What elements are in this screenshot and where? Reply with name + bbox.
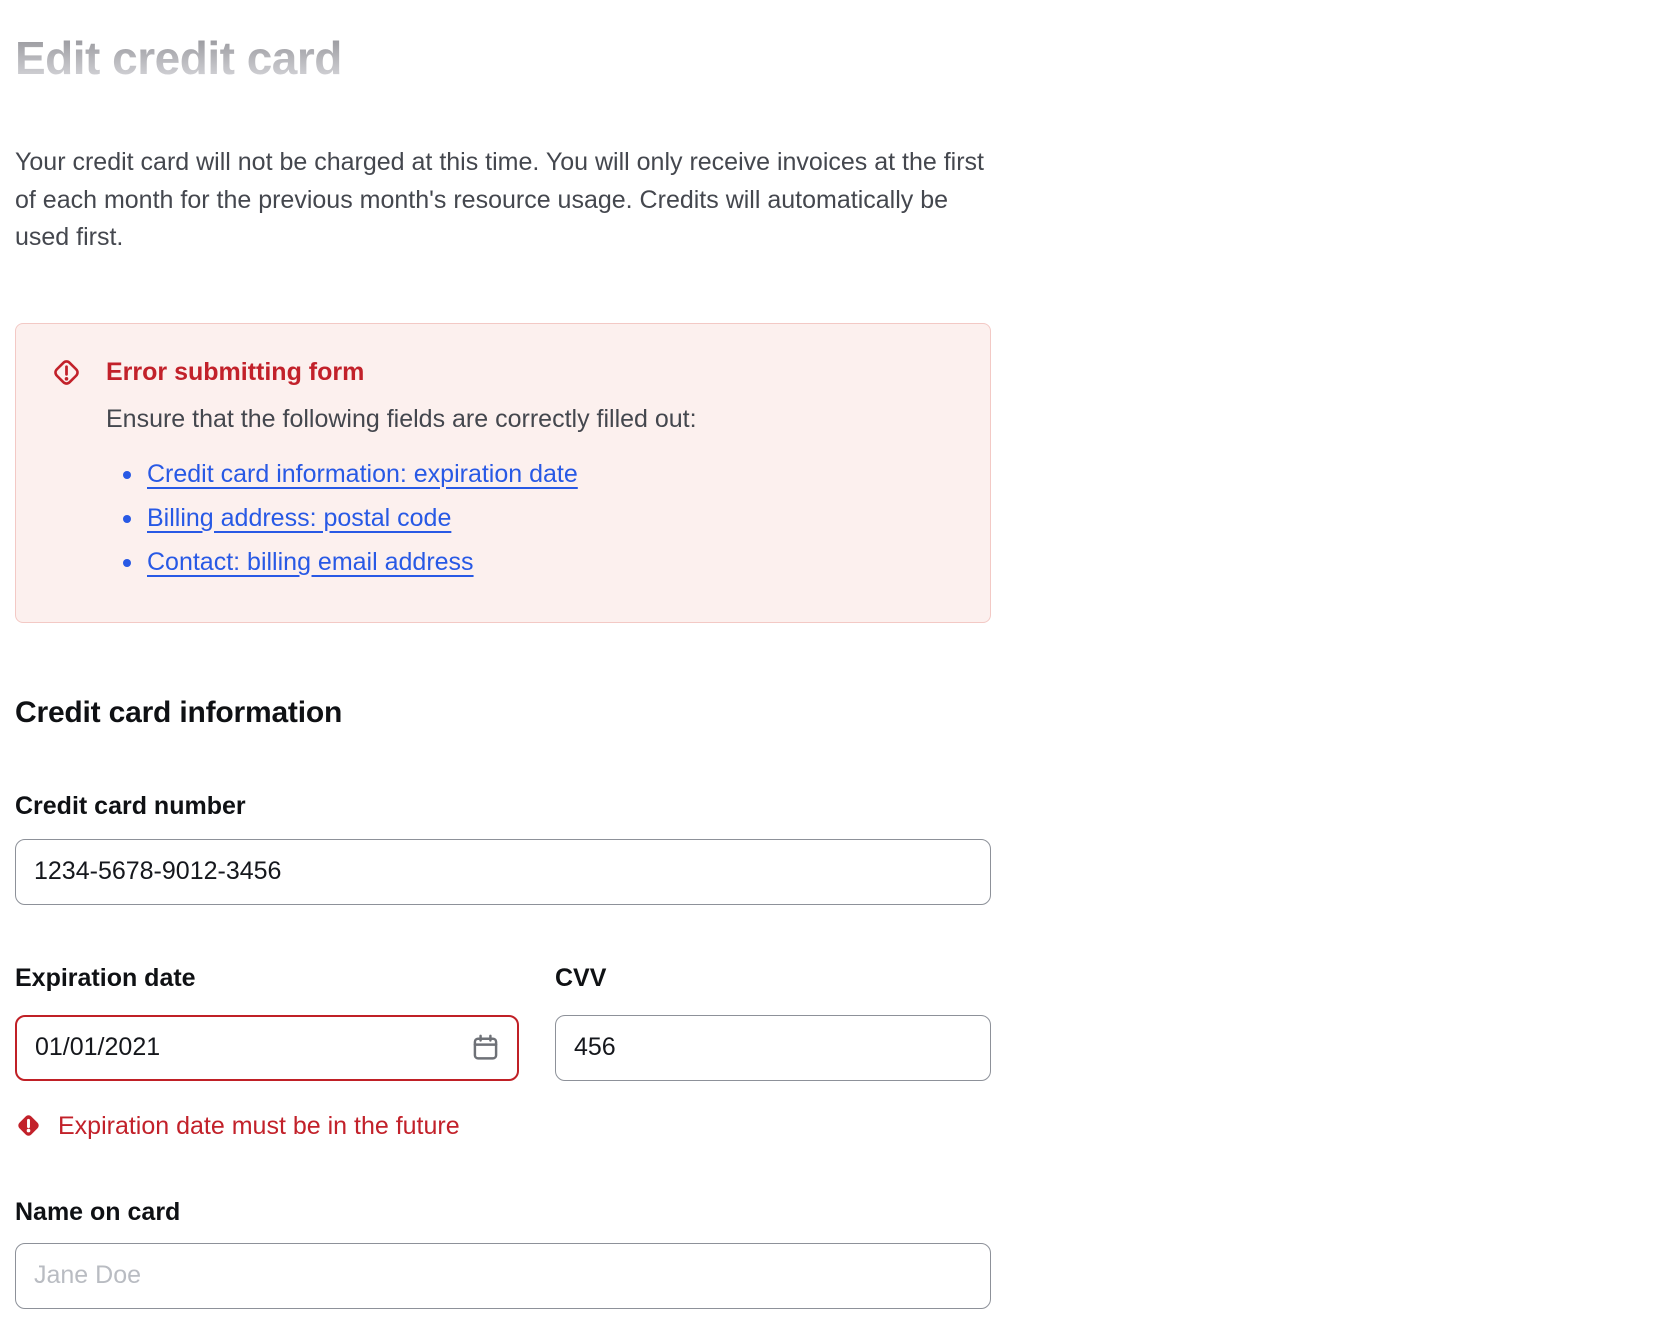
error-alert [15,323,991,623]
cvv-label: CVV [555,963,607,992]
alert-title: Error submitting form [106,357,365,386]
alert-error-links [106,454,954,586]
bottom-fade-overlay [0,1312,1672,1340]
list-item [106,542,954,586]
error-link-postal-code[interactable]: Billing address: postal code [147,503,452,532]
alert-description: Ensure that the following fields are correctly filled out: [106,404,697,433]
page-title: Edit credit card [15,32,342,84]
error-link-billing-email[interactable]: Contact: billing email address [147,547,474,576]
date-picker-button[interactable] [469,1032,501,1064]
calendar-icon [470,1032,501,1063]
diamond-warning-outline-icon [50,356,83,389]
intro-text: Your credit card will not be charged at this time. You will only receive invoices at the first of each month for the previous month's resource usage. Credits will automatically be used first. [15,148,985,251]
name-on-card-input[interactable] [15,1243,991,1309]
expiration-date-input[interactable] [35,1033,469,1062]
edit-credit-card-page [15,30,991,1309]
section-title-credit-card-information: Credit card information [15,695,343,729]
expiration-date-field [15,1015,519,1081]
name-on-card-label: Name on card [15,1197,181,1226]
cvv-input[interactable] [555,1015,991,1081]
expiration-error-text: Expiration date must be in the future [58,1111,460,1140]
card-number-input[interactable] [15,839,991,905]
list-item [106,454,954,498]
expiration-error-message [15,1111,519,1141]
error-link-expiration-date[interactable]: Credit card information: expiration date [147,459,578,488]
diamond-warning-filled-icon [15,1112,42,1139]
card-number-label: Credit card number [15,791,246,820]
list-item [106,498,954,542]
expiration-date-label: Expiration date [15,963,196,992]
